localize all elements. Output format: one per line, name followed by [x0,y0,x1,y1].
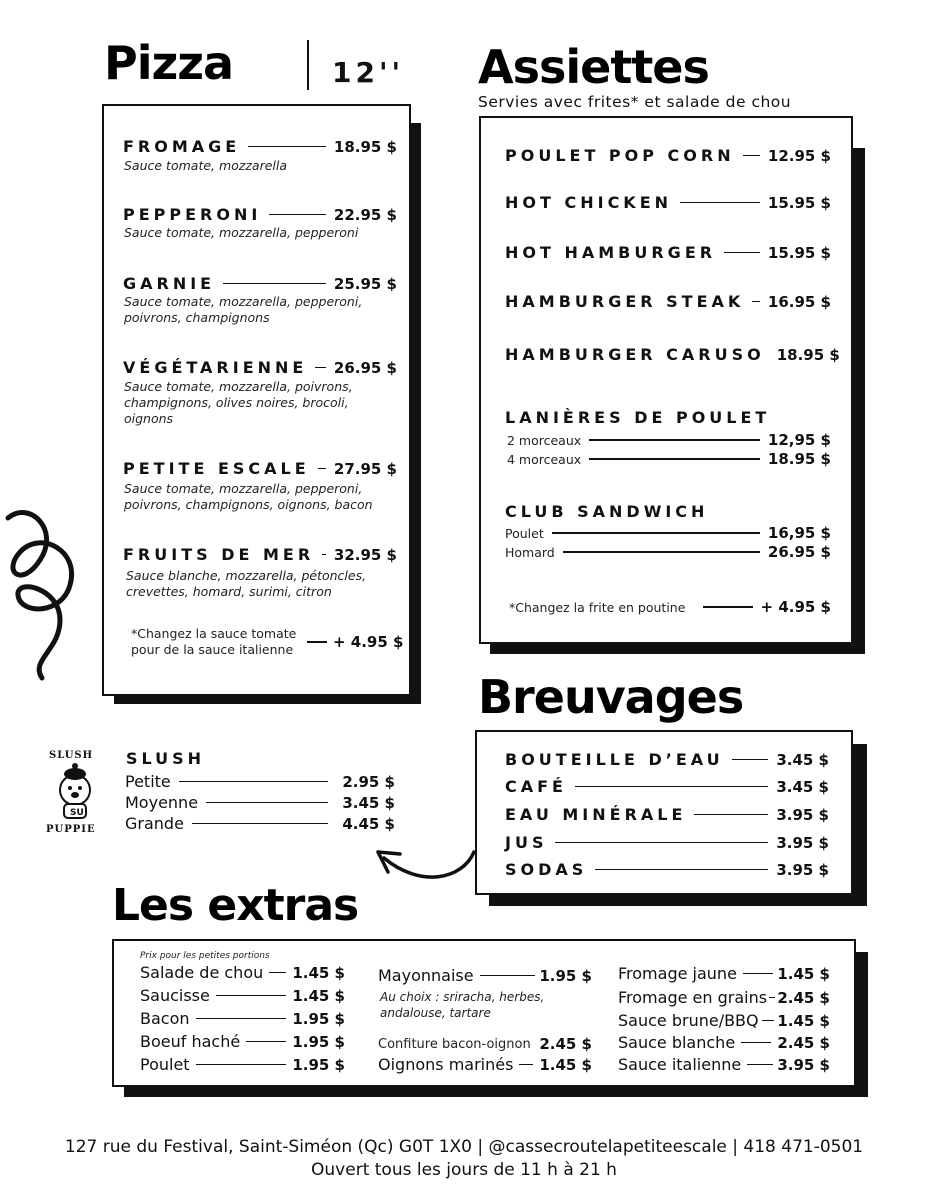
extras-item [618,1011,830,1030]
assiettes-item-price: 12.95 $ [767,146,831,165]
extras-title: Les extras [112,880,359,931]
pizza-item-name: PETITE ESCALE [123,459,310,478]
extras-small-note: Prix pour les petites portions [140,951,270,961]
pizza-item-desc: Sauce tomate, mozzarella, pepperoni, poivrons, champignons, oignons, bacon [124,481,373,512]
extras-item [618,988,830,1007]
extras-item [618,1033,830,1052]
club-option-price: 26.95 $ [767,543,831,561]
extras-item [140,1032,345,1051]
breuvages-item-price: 3.95 $ [776,833,829,852]
extras-item-price: 2.45 $ [777,1033,830,1052]
extras-item-price: 1.45 $ [292,963,345,982]
assiettes-item [505,345,840,364]
slush-size-price: 2.95 $ [342,772,395,791]
slush-size-label: Moyenne [125,793,199,812]
assiettes-item-price: 15.95 $ [767,243,831,262]
club-title: CLUB SANDWICH [505,502,709,521]
breuvages-item [505,777,829,796]
club-option-price: 16,95 $ [767,524,831,542]
extras-item-label: Sauce brune/BBQ [618,1011,759,1030]
pizza-box [102,104,411,696]
club-option-label: Homard [505,544,555,560]
assiettes-item [505,193,831,212]
pizza-item-price: 25.95 $ [333,274,397,293]
breuvages-item-name: SODAS [505,860,588,879]
lanieres-option-price: 12,95 $ [767,431,831,449]
extras-item [378,1035,592,1053]
pizza-item-price: 18.95 $ [333,137,397,156]
breuvages-item-price: 3.95 $ [776,860,829,879]
slush-size-label: Grande [125,814,184,833]
pizza-note-line1: *Changez la sauce tomate [131,626,297,641]
breuvages-item-name: BOUTEILLE D’EAU [505,750,724,769]
extras-item-label: Boeuf haché [140,1032,241,1051]
extras-item-label: Saucisse [140,986,210,1005]
pizza-note-line2: pour de la sauce italienne [131,642,294,657]
extras-item-label: Salade de chou [140,963,264,982]
assiettes-item [505,146,831,165]
extras-item-label: Oignons marinés [378,1055,514,1074]
extras-box [112,939,856,1087]
extras-item [140,1009,345,1028]
pizza-item-name: FROMAGE [123,137,241,156]
extras-item-price: 1.95 $ [292,1032,345,1051]
breuvages-item-name: CAFÉ [505,777,567,796]
breuvages-title: Breuvages [478,670,744,724]
lanieres-option [507,431,831,449]
breuvages-item-name: JUS [505,833,548,852]
assiettes-item-name: HOT CHICKEN [505,193,673,212]
pizza-item-price: 27.95 $ [333,459,397,478]
pizza-divider [307,40,309,90]
pizza-item-name: FRUITS DE MER [123,545,315,564]
pizza-item-desc: Sauce blanche, mozzarella, pétoncles, crevettes, homard, surimi, citron [126,568,367,599]
club-option [505,524,831,542]
slush-title: SLUSH [126,749,206,768]
breuvages-item-price: 3.95 $ [776,805,829,824]
assiettes-box [479,116,853,644]
assiettes-note-text: *Changez la frite en poutine [509,599,686,615]
lanieres-option-label: 4 morceaux [507,451,582,467]
assiettes-note-price: + 4.95 $ [760,598,831,616]
extras-item-label: Sauce blanche [618,1033,736,1052]
pizza-item-desc: Sauce tomate, mozzarella, pepperoni [124,225,359,240]
extras-item-label: Bacon [140,1009,190,1028]
extras-item [140,986,345,1005]
assiettes-item-price: 16.95 $ [767,292,831,311]
breuvages-box [475,730,853,895]
extras-item [140,963,345,982]
pizza-item-garnie [123,274,397,293]
extras-item-price: 1.45 $ [777,1011,830,1030]
breuvages-item-price: 3.45 $ [776,750,829,769]
pizza-item-vegetarienne [123,358,397,377]
pizza-item-fruits-de-mer [123,545,397,564]
assiettes-item [505,292,831,311]
pizza-item-desc: Sauce tomate, mozzarella, pepperoni, poivrons, champignons [124,294,363,325]
slush-puppie-logo [44,750,106,840]
pizza-item-fromage [123,137,397,156]
slush-logo-top: SLUSH [49,750,94,761]
extras-mayo-desc: Au choix : sriracha, herbes, andalouse, tartare [380,990,545,1020]
extras-item [378,1055,592,1074]
pizza-item-name: VÉGÉTARIENNE [123,358,308,377]
lanieres-option-price: 18.95 $ [767,450,831,468]
extras-item [140,1055,345,1074]
arrow-icon [370,830,480,890]
pizza-item-price: 32.95 $ [333,545,397,564]
slush-size [125,772,395,791]
lanieres-title: LANIÈRES DE POULET [505,408,771,427]
extras-item-label: Confiture bacon-oignon [378,1036,531,1052]
pizza-note-price: + 4.95 $ [333,633,404,651]
assiettes-item-name: HAMBURGER STEAK [505,292,745,311]
pizza-title: Pizza [104,36,234,90]
breuvages-item-price: 3.45 $ [776,777,829,796]
footer-hours: Ouvert tous les jours de 11 h à 21 h [311,1160,617,1180]
extras-item-price: 1.95 $ [292,1009,345,1028]
svg-text:SU: SU [70,808,84,818]
pizza-size: 12'' [332,56,405,89]
extras-item-price: 1.45 $ [777,964,830,983]
extras-item-label: Fromage en grains [618,988,768,1007]
slush-size [125,793,395,812]
extras-item [378,966,592,985]
extras-item-price: 1.45 $ [539,1055,592,1074]
pizza-item-name: PEPPERONI [123,205,262,224]
extras-item-price: 1.95 $ [539,966,592,985]
assiettes-item-name: HOT HAMBURGER [505,243,717,262]
slush-logo-bottom: PUPPIE [46,824,96,835]
pizza-item-price: 26.95 $ [333,358,397,377]
assiettes-title: Assiettes [478,40,709,94]
extras-item-price: 2.45 $ [539,1035,592,1053]
pizza-item-petite-escale [123,459,397,478]
pizza-item-name: GARNIE [123,274,216,293]
extras-item-price: 3.95 $ [777,1055,830,1074]
squiggle-decoration [0,500,110,690]
pizza-item-desc: Sauce tomate, mozzarella [124,158,288,173]
extras-item-price: 2.45 $ [777,988,830,1007]
club-option-label: Poulet [505,525,544,541]
assiettes-item-price: 18.95 $ [776,345,840,364]
pizza-item-desc: Sauce tomate, mozzarella, poivrons, champignons, olives noires, brocoli, oignons [124,379,353,426]
breuvages-item-name: EAU MINÉRALE [505,805,687,824]
assiettes-item [505,243,831,262]
pizza-item-price: 22.95 $ [333,205,397,224]
extras-item-price: 1.45 $ [292,986,345,1005]
pizza-note-leader [307,641,327,643]
extras-item [618,1055,830,1074]
extras-item-price: 1.95 $ [292,1055,345,1074]
lanieres-option-label: 2 morceaux [507,432,582,448]
extras-item-label: Fromage jaune [618,964,737,983]
assiettes-item-name: HAMBURGER CARUSO [505,345,765,364]
breuvages-item [505,833,829,852]
assiettes-item-name: POULET POP CORN [505,146,735,165]
breuvages-item [505,750,829,769]
pizza-item-pepperoni [123,205,397,224]
breuvages-item [505,860,829,879]
breuvages-item [505,805,829,824]
lanieres-option [507,450,831,468]
club-option [505,543,831,561]
slush-size-price: 4.45 $ [342,814,395,833]
slush-size-label: Petite [125,772,171,791]
slush-size [125,814,395,833]
extras-item-label: Mayonnaise [378,966,474,985]
footer-address: 127 rue du Festival, Saint-Siméon (Qc) G0T 1X0 | @cassecroutelapetiteescale | 418 471-0501 [64,1137,864,1157]
assiettes-note [509,598,831,616]
extras-item-label: Poulet [140,1055,190,1074]
extras-item-label: Sauce italienne [618,1055,742,1074]
assiettes-subtitle: Servies avec frites* et salade de chou [478,93,792,111]
slush-size-price: 3.45 $ [342,793,395,812]
assiettes-item-price: 15.95 $ [767,193,831,212]
extras-item [618,964,830,983]
